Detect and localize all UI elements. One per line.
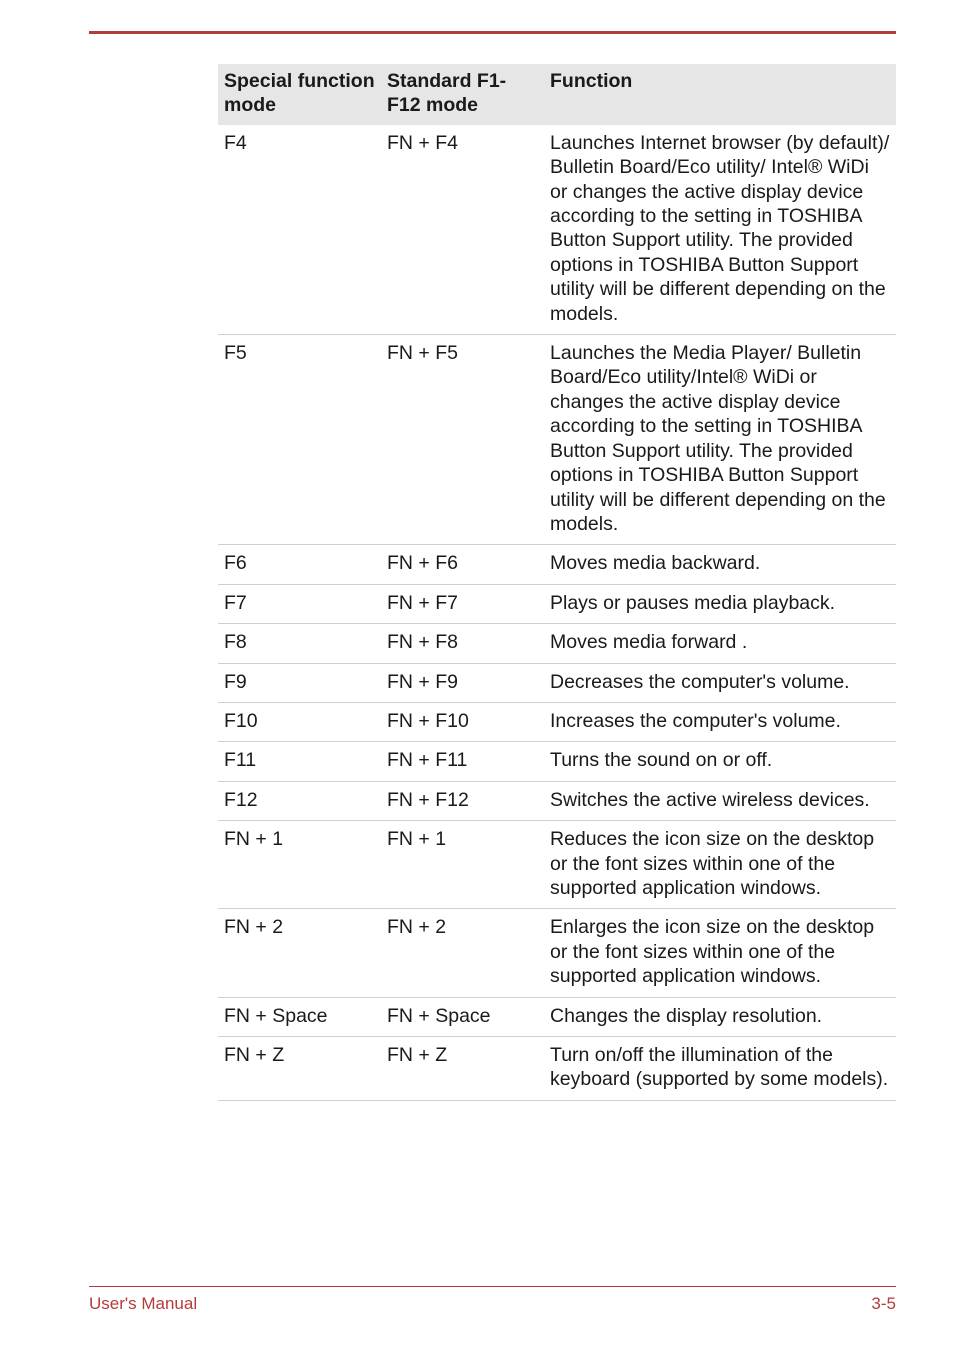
table-header-row — [218, 64, 896, 125]
cell-special-mode: F11 — [218, 742, 381, 781]
cell-standard-mode: FN + F5 — [381, 335, 544, 545]
table-row — [218, 821, 896, 909]
cell-special-mode: F5 — [218, 335, 381, 545]
cell-special-mode: F12 — [218, 781, 381, 820]
cell-function: Launches Internet browser (by default)/ Bulletin Board/Eco utility/ Intel® WiDi or changes the active display device according to the setting in TOSHIBA Button Support utility. The provided options in TOSHIBA Button Support utility will be different depending on the models. — [544, 125, 896, 335]
table-row — [218, 781, 896, 820]
cell-function: Moves media forward . — [544, 624, 896, 663]
cell-standard-mode: FN + F7 — [381, 584, 544, 623]
cell-function: Moves media backward. — [544, 545, 896, 584]
cell-standard-mode: FN + Z — [381, 1037, 544, 1101]
table-row — [218, 1037, 896, 1101]
cell-special-mode: F9 — [218, 663, 381, 702]
cell-special-mode: FN + 1 — [218, 821, 381, 909]
table-row — [218, 545, 896, 584]
cell-standard-mode: FN + F12 — [381, 781, 544, 820]
table-row — [218, 663, 896, 702]
cell-function: Reduces the icon size on the desktop or the font sizes within one of the supported application windows. — [544, 821, 896, 909]
cell-function: Increases the computer's volume. — [544, 702, 896, 741]
cell-function: Decreases the computer's volume. — [544, 663, 896, 702]
table-row — [218, 335, 896, 545]
table-row — [218, 584, 896, 623]
cell-special-mode: F8 — [218, 624, 381, 663]
footer-rule — [89, 1286, 896, 1287]
cell-standard-mode: FN + F6 — [381, 545, 544, 584]
cell-special-mode: F4 — [218, 125, 381, 335]
footer-page-number: 3-5 — [871, 1294, 896, 1313]
cell-standard-mode: FN + F11 — [381, 742, 544, 781]
cell-standard-mode: FN + F9 — [381, 663, 544, 702]
cell-function: Turns the sound on or off. — [544, 742, 896, 781]
column-header-special-mode: Special function mode — [218, 64, 381, 125]
cell-function: Plays or pauses media playback. — [544, 584, 896, 623]
table-row — [218, 909, 896, 997]
function-key-table — [218, 64, 896, 1101]
table-row — [218, 624, 896, 663]
cell-standard-mode: FN + Space — [381, 997, 544, 1036]
table-row — [218, 997, 896, 1036]
table-row — [218, 125, 896, 335]
cell-special-mode: FN + 2 — [218, 909, 381, 997]
cell-standard-mode: FN + F8 — [381, 624, 544, 663]
cell-special-mode: F7 — [218, 584, 381, 623]
cell-special-mode: FN + Z — [218, 1037, 381, 1101]
cell-special-mode: FN + Space — [218, 997, 381, 1036]
header-rule — [89, 31, 896, 34]
cell-function: Launches the Media Player/ Bulletin Board/Eco utility/Intel® WiDi or changes the active display device according to the setting in TOSHIBA Button Support utility. The provided options in TOSHIBA Button Support utility will be different depending on the models. — [544, 335, 896, 545]
cell-special-mode: F6 — [218, 545, 381, 584]
footer-manual-title: User's Manual — [89, 1294, 198, 1313]
cell-function: Turn on/off the illumination of the keyboard (supported by some models). — [544, 1037, 896, 1101]
table-row — [218, 742, 896, 781]
cell-standard-mode: FN + F4 — [381, 125, 544, 335]
cell-standard-mode: FN + 2 — [381, 909, 544, 997]
cell-function: Changes the display resolution. — [544, 997, 896, 1036]
cell-standard-mode: FN + F10 — [381, 702, 544, 741]
cell-special-mode: F10 — [218, 702, 381, 741]
column-header-standard-mode: Standard F1-F12 mode — [381, 64, 544, 125]
cell-function: Switches the active wireless devices. — [544, 781, 896, 820]
table-row — [218, 702, 896, 741]
cell-function: Enlarges the icon size on the desktop or the font sizes within one of the supported application windows. — [544, 909, 896, 997]
column-header-function: Function — [544, 64, 896, 125]
cell-standard-mode: FN + 1 — [381, 821, 544, 909]
